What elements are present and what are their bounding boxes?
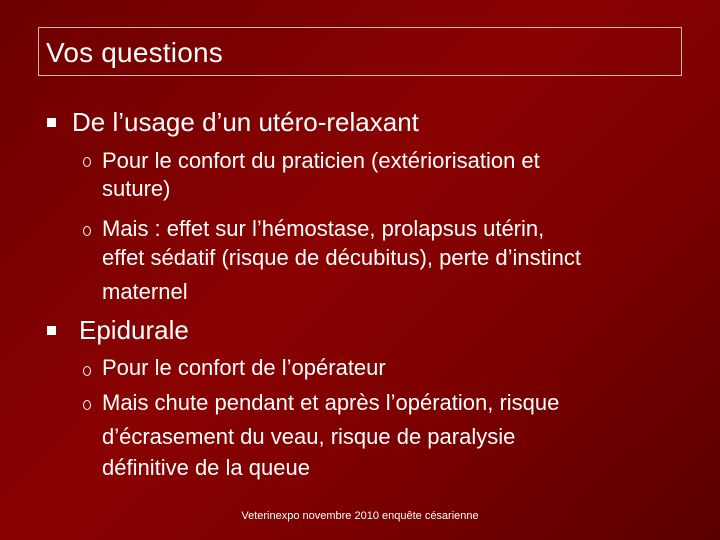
subitem-2-1-line-1: Pour le confort de l’opérateur [102,355,386,380]
square-bullet-icon [47,326,56,335]
slide-title: Vos questions [46,37,223,68]
circle-bullet-icon [83,157,91,167]
subitem-1-1-line-1: Pour le confort du praticien (extériorisation et [102,148,540,173]
bullet-heading-2: Epidurale [79,315,189,345]
circle-bullet-icon [83,366,91,376]
circle-bullet-icon [83,400,91,410]
slide-footer: Veterinexpo novembre 2010 enquête césarienne [241,510,479,522]
subitem-1-2-line-1: Mais : effet sur l’hémostase, prolapsus utérin, [102,216,545,241]
subitem-1-2-line-3: maternel [102,279,188,304]
circle-bullet-icon [83,226,91,236]
subitem-2-2-line-3: définitive de la queue [102,455,310,480]
square-bullet-icon [47,118,56,127]
subitem-2-2-line-1: Mais chute pendant et après l’opération, risque [102,390,560,415]
slide-title-box [38,27,682,76]
subitem-1-1-line-2: suture) [102,176,171,201]
subitem-2-2-line-2: d’écrasement du veau, risque de paralysie [102,424,516,449]
bullet-heading-1: De l’usage d’un utéro-relaxant [72,107,419,137]
subitem-1-2-line-2: effet sédatif (risque de décubitus), perte d’instinct [102,245,581,270]
